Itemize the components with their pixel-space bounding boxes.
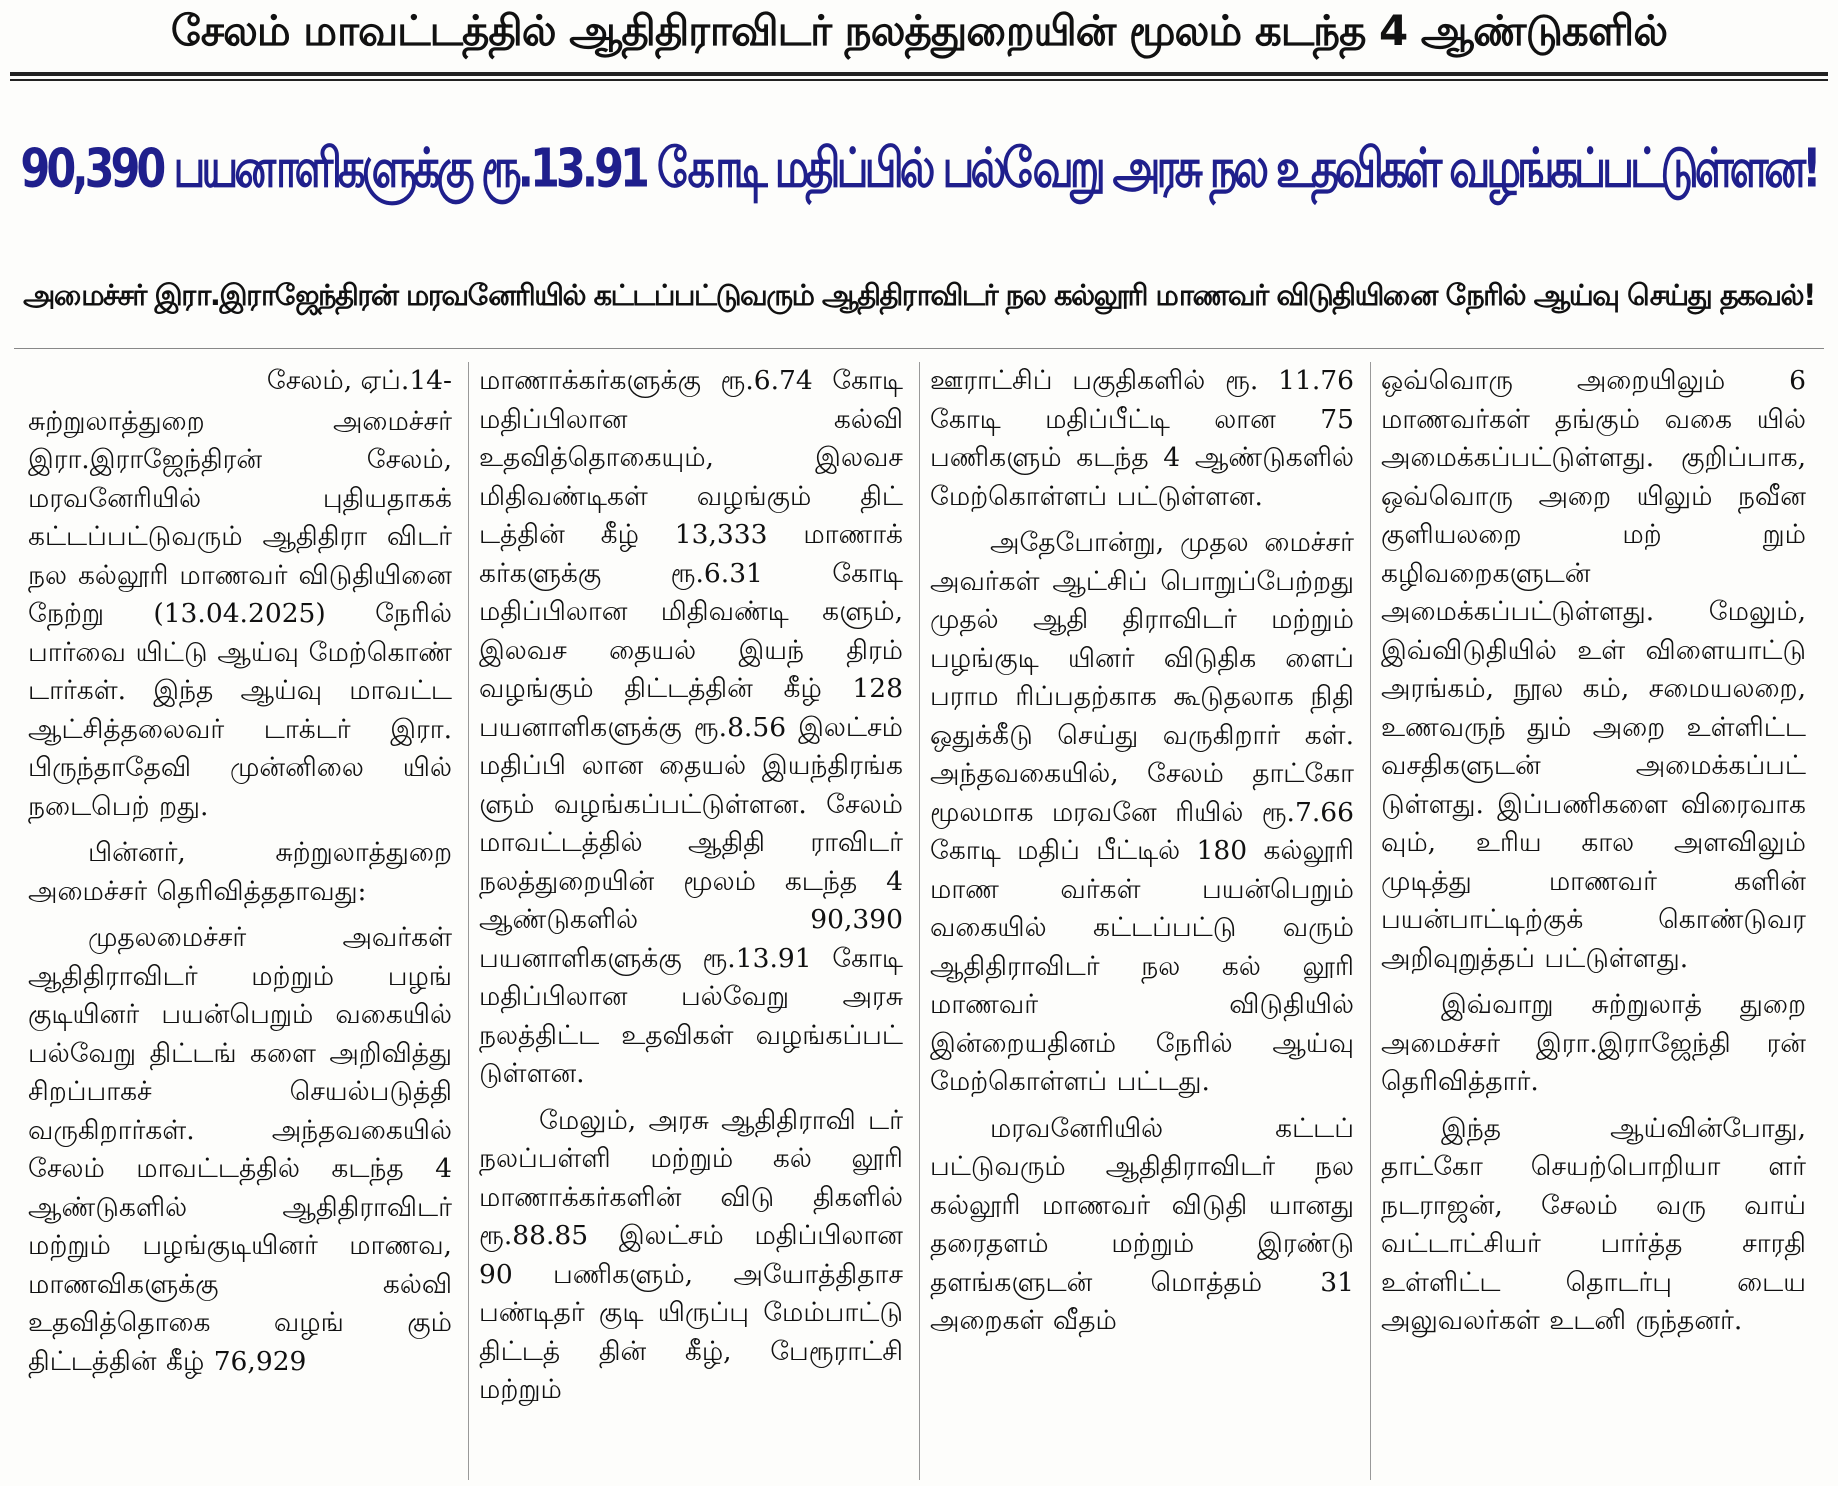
paragraph: பின்னர், சுற்றுலாத்துறை அமைச்சர் தெரிவித்ததாவது:	[28, 837, 452, 907]
kicker-headline: சேலம் மாவட்டத்தில் ஆதிதிராவிடர் நலத்துறையின் மூலம் கடந்த 4 ஆண்டுகளில்	[170, 5, 1668, 55]
paragraph: சுற்றுலாத்துறை அமைச்சர் இரா.இராஜேந்திரன் சேலம், மரவனேரியில் புதியதாகக் கட்டப்பட்டுவரும் ஆதிதிரா விடர் நல கல்லூரி மாணவர் விடுதியினை நேற்று (13.04.2025) நேரில் பார்வை யிட்டு ஆய்வு மேற்கொண் டார்கள். இந்த ஆய்வு மாவட்ட ஆட்சித்தலைவர் டாக்டர் இரா. பிருந்தாதேவி முன்னிலை யில் நடைபெற் றது.	[28, 405, 452, 822]
paragraph: மேலும், அரசு ஆதிதிராவி டர் நலப்பள்ளி மற்றும் கல் லூரி மாணாக்கர்களின் விடு திகளில் ரூ.88.85 இலட்சம் மதிப்பிலான 90 பணிகளும், அயோத்திதாச பண்டிதர் குடி யிருப்பு மேம்பாட்டு திட்டத் தின் கீழ், பேரூராட்சி மற்றும்	[479, 1104, 903, 1405]
paragraph: இவ்வாறு சுற்றுலாத் துறை அமைச்சர் இரா.இராஜேந்தி ரன் தெரிவித்தார்.	[1381, 989, 1806, 1097]
article-column-4	[1371, 362, 1822, 1480]
paragraph: மரவனேரியில் கட்டப் பட்டுவரும் ஆதிதிராவிடர் நல கல்லூரி மாணவர் விடுதி யானது தரைதளம் மற்றும் இரண்டு தளங்களுடன் மொத்தம் 31 அறைகள் வீதம்	[930, 1112, 1354, 1336]
article-column-3	[920, 362, 1371, 1480]
section-divider	[14, 348, 1824, 349]
article-column-2	[469, 362, 920, 1480]
sub-headline: அமைச்சர் இரா.இராஜேந்திரன் மரவனேரியில் கட்டப்பட்டுவரும் ஆதிதிராவிடர் நல கல்லூரி மாணவர் விடுதியினை நேரில் ஆய்வு செய்து தகவல்!	[23, 278, 1815, 312]
paragraph: ஒவ்வொரு அறையிலும் 6 மாணவர்கள் தங்கும் வகை யில் அமைக்கப்பட்டுள்ளது. குறிப்பாக, ஒவ்வொரு அறை யிலும் நவீன குளியலறை மற் றும் கழிவறைகளுடன் அமைக்கப்பட்டுள்ளது. மேலும், இவ்விடுதியில் உள் விளையாட்டு அரங்கம், நூல கம், சமையலறை, உணவருந் தும் அறை உள்ளிட்ட வசதிகளுடன் அமைக்கப்பட் டுள்ளது. இப்பணிகளை விரைவாக வும், உரிய கால அளவிலும் முடித்து மாணவர் களின் பயன்பாட்டிற்குக் கொண்டுவர அறிவுறுத்தப் பட்டுள்ளது.	[1381, 365, 1806, 974]
article-column-1	[18, 362, 469, 1480]
dateline: சேலம், ஏப்.14-	[266, 365, 452, 396]
paragraph: அதேபோன்று, முதல மைச்சர் அவர்கள் ஆட்சிப் பொறுப்பேற்றது முதல் ஆதி திராவிடர் மற்றும் பழங்குடி யினர் விடுதிக ளைப் பராம ரிப்பதற்காக கூடுதலாக நிதி ஒதுக்கீடு செய்து வருகிறார் கள். அந்தவகையில், சேலம் தாட்கோ மூலமாக மரவனே ரியில் ரூ.7.66 கோடி மதிப் பீட்டில் 180 கல்லூரி மாண வர்கள் பயன்பெறும் வகையில் கட்டப்பட்டு வரும் ஆதிதிராவிடர் நல கல் லூரி மாணவர் விடுதியில் இன்றையதினம் நேரில் ஆய்வு மேற்கொள்ளப் பட்டது.	[930, 527, 1354, 1097]
paragraph: மாணாக்கர்களுக்கு ரூ.6.74 கோடி மதிப்பிலான கல்வி உதவித்தொகையும், இலவச மிதிவண்டிகள் வழங்கும் திட் டத்தின் கீழ் 13,333 மாணாக் கர்களுக்கு ரூ.6.31 கோடி மதிப்பிலான மிதிவண்டி களும், இலவச தையல் இயந் திரம் வழங்கும் திட்டத்தின் கீழ் 128 பயனாளிகளுக்கு ரூ.8.56 இலட்சம் மதிப்பி லான தையல் இயந்திரங்க ளும் வழங்கப்பட்டுள்ளன. சேலம் மாவட்டத்தில் ஆதிதி ராவிடர் நலத்துறையின் மூலம் கடந்த 4 ஆண்டுகளில் 90,390 பயனாளிகளுக்கு ரூ.13.91 கோடி மதிப்பிலான பல்வேறு அரசு நலத்திட்ட உதவிகள் வழங்கப்பட் டுள்ளன.	[479, 365, 903, 1089]
main-headline: 90,390 பயனாளிகளுக்கு ரூ.13.91 கோடி மதிப்பில் பல்வேறு அரசு நல உதவிகள் வழங்கப்பட்டுள்ளன!	[20, 137, 1818, 200]
paragraph: இந்த ஆய்வின்போது, தாட்கோ செயற்பொறியா ளர் நடராஜன், சேலம் வரு வாய் வட்டாட்சியர் பார்த்த சாரதி உள்ளிட்ட தொடர்பு டைய அலுவலர்கள் உடனி ருந்தனர்.	[1381, 1112, 1806, 1336]
article-columns	[18, 362, 1824, 1480]
paragraph: முதலமைச்சர் அவர்கள் ஆதிதிராவிடர் மற்றும் பழங் குடியினர் பயன்பெறும் வகையில் பல்வேறு திட்டங் களை அறிவித்து சிறப்பாகச் செயல்படுத்தி வருகிறார்கள். அந்தவகையில் சேலம் மாவட்டத்தில் கடந்த 4 ஆண்டுகளில் ஆதிதிராவிடர் மற்றும் பழங்குடியினர் மாணவ, மாணவிகளுக்கு கல்வி உதவித்தொகை வழங் கும் திட்டத்தின் கீழ் 76,929	[28, 922, 452, 1377]
paragraph: ஊராட்சிப் பகுதிகளில் ரூ. 11.76 கோடி மதிப்பீட்டி லான 75 பணிகளும் கடந்த 4 ஆண்டுகளில் மேற்கொள்ளப் பட்டுள்ளன.	[930, 365, 1354, 512]
